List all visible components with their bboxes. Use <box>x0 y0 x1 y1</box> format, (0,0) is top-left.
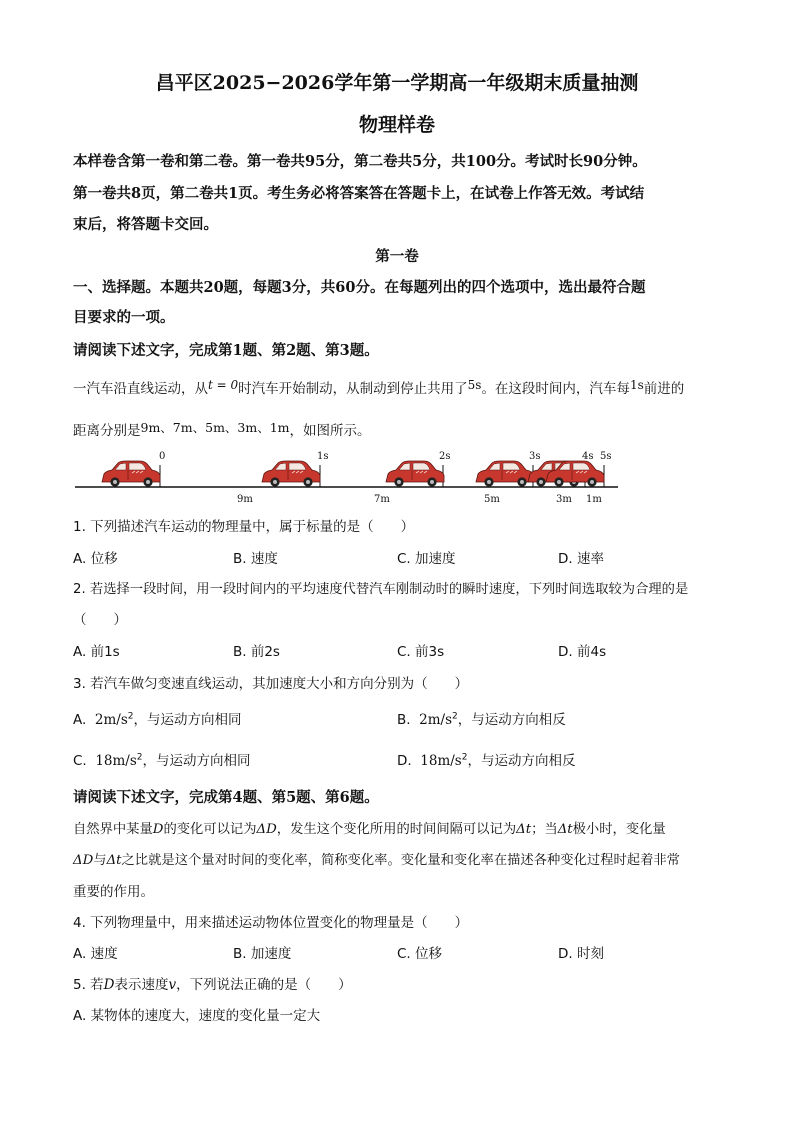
question-1-stem: 1. 下列描述汽车运动的物理量中，属于标量的是（ ） <box>73 519 415 535</box>
intro-line-1: 本样卷含第一卷和第二卷。第一卷共95分，第二卷共5分，共100分。考试时长90分钟。 <box>73 153 647 170</box>
passage-2-line-2: ΔD与Δt之比就是这个量对时间的变化率，简称变化率。变化量和变化率在描述各种变化过程时起着非常 <box>73 853 680 868</box>
distance-label: 5m <box>484 494 500 505</box>
passage-1-line-2: 距离分别是9m、7m、5m、3m、1m，如图所示。 <box>73 420 371 439</box>
car-icon <box>386 461 444 487</box>
question-5-stem: 5. 若D表示速度v，下列说法正确的是（ ） <box>73 977 352 993</box>
passage-1-line-1: 一汽车沿直线运动，从t = 0时汽车开始制动，从制动到停止共用了5s。在这段时间内，汽车每1s前进的 <box>73 378 685 397</box>
q4-option-c: C. 位移 <box>397 946 443 962</box>
distance-label: 3m <box>556 494 572 505</box>
q2-option-a: A. 前1s <box>73 644 120 660</box>
q5-option-a: A. 某物体的速度大，速度的变化量一定大 <box>73 1008 321 1024</box>
q3-option-c: C. $18m/s^2$，与运动方向相同 <box>73 752 251 769</box>
q1-option-b: B. 速度 <box>233 551 278 567</box>
q4-option-d: D. 时刻 <box>558 946 604 962</box>
distance-label: 1m <box>586 494 602 505</box>
q1-option-c: C. 加速度 <box>397 551 456 567</box>
passage-2-line-3: 重要的作用。 <box>73 884 154 900</box>
intro-line-3: 束后，将答题卡交回。 <box>73 216 218 233</box>
time-label: 1s <box>317 451 329 462</box>
question-2-stem-cont: （ ） <box>73 612 127 628</box>
q1-option-d: D. 速率 <box>558 551 604 567</box>
time-label: 5s <box>600 451 612 462</box>
question-4-stem: 4. 下列物理量中，用来描述运动物体位置变化的物理量是（ ） <box>73 915 469 931</box>
distance-label: 9m <box>237 494 253 505</box>
time-label: 3s <box>529 451 541 462</box>
q2-option-b: B. 前2s <box>233 644 280 660</box>
question-3-stem: 3. 若汽车做匀变速直线运动，其加速度大小和方向分别为（ ） <box>73 676 469 692</box>
car-icon <box>102 461 160 487</box>
time-label: 4s <box>582 451 594 462</box>
q2-option-c: C. 前3s <box>397 644 445 660</box>
q4-option-b: B. 加速度 <box>233 946 292 962</box>
q3-option-b: B. $2m/s^2$，与运动方向相反 <box>397 711 566 728</box>
passage-2-line-1: 自然界中某量D的变化可以记为ΔD，发生这个变化所用的时间间隔可以记为Δt；当Δt极小时，变化量 <box>73 822 666 837</box>
section-heading-line-1: 一、选择题。本题共20题，每题3分，共60分。在每题列出的四个选项中，选出最符合题 <box>73 279 646 296</box>
section-heading-line-2: 目要求的一项。 <box>73 309 175 326</box>
q3-option-a: A. $2m/s^2$，与运动方向相同 <box>73 711 242 728</box>
q3-option-d: D. $18m/s^2$，与运动方向相反 <box>397 752 576 769</box>
car-icon <box>262 461 320 487</box>
time-label: 2s <box>439 451 451 462</box>
q2-option-d: D. 前4s <box>558 644 607 660</box>
braking-car-figure <box>0 440 794 510</box>
exam-title: 昌平区2025−2026学年第一学期高一年级期末质量抽测 <box>155 72 639 94</box>
passage-2-lead: 请阅读下述文字，完成第4题、第5题、第6题。 <box>73 789 379 806</box>
distance-label: 7m <box>374 494 390 505</box>
time-label: 0 <box>159 451 166 462</box>
passage-1-lead: 请阅读下述文字，完成第1题、第2题、第3题。 <box>73 342 379 359</box>
question-2-stem: 2. 若选择一段时间，用一段时间内的平均速度代替汽车刚制动时的瞬时速度，下列时间选取较为合理的是 <box>73 582 689 597</box>
q1-option-a: A. 位移 <box>73 551 118 567</box>
intro-line-2: 第一卷共8页，第二卷共1页。考生务必将答案答在答题卡上，在试卷上作答无效。考试结 <box>73 185 645 202</box>
volume-title: 第一卷 <box>375 248 419 265</box>
exam-subtitle: 物理样卷 <box>358 114 435 136</box>
q4-option-a: A. 速度 <box>73 946 118 962</box>
car-icon <box>476 461 534 487</box>
